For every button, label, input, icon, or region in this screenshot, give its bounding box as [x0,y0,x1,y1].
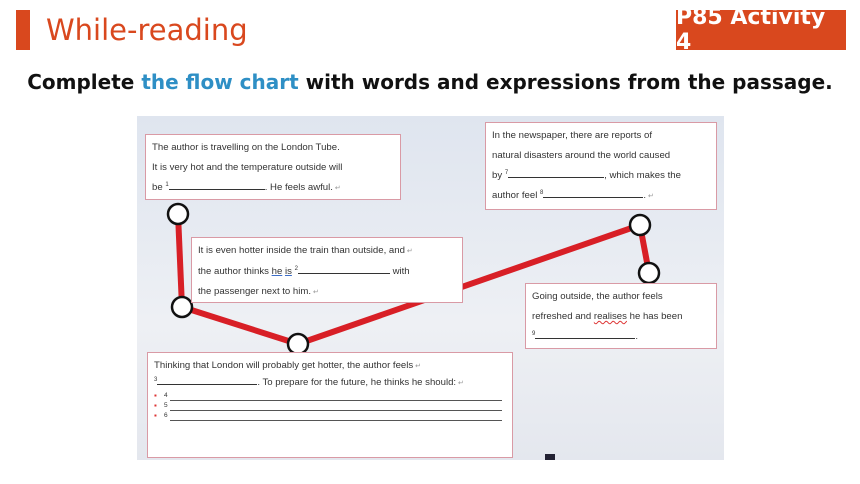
box8-line2 [154,374,506,391]
box7-line3-start: by [492,170,505,181]
box7-line4-end: . [643,190,647,201]
box9-line3 [532,327,710,347]
connector-2-3 [182,307,298,344]
answer-blank-9[interactable] [535,328,635,339]
blank-number-2: 2 [294,265,298,272]
box7-line4 [492,186,710,207]
instruction-text [0,70,860,94]
item-number-4: 4 [164,392,168,399]
flow-node [172,297,192,317]
box7-line3-end: , which makes the [604,170,681,181]
bullet-dash: ▪ [154,401,157,410]
box8-line2-end: . To prepare for the future, he thinks he should: [257,377,457,388]
box2-line2-end: with [389,266,410,277]
answer-row-4 [154,391,506,401]
box2-line2 [198,262,456,282]
return-mark: ↵ [311,289,319,296]
bullet-dash: ▪ [154,391,157,400]
box7-line1: In the newspaper, there are reports of [492,130,652,141]
box1-line3-start: be [152,182,166,193]
box8-line1-text: Thinking that London will probably get hotter, the author feels [154,360,414,371]
box9-line1: Going outside, the author feels [532,291,663,302]
return-mark: ↵ [413,363,422,370]
answer-blank-4[interactable] [170,393,502,401]
blank-number-1: 1 [165,181,169,188]
blank-number-8: 8 [540,189,544,196]
box2-line3-text: the passenger next to him. [198,286,312,297]
flow-box-7 [485,122,717,210]
flow-box-1 [145,134,401,200]
box1-line3-end: . He feels awful. [264,182,333,193]
box2-line1-text: It is even hotter inside the train than outside, and [198,245,405,256]
return-mark: ↵ [404,248,413,255]
blank-number-9: 9 [532,330,536,337]
box9-line3-end: . [635,331,639,342]
box7-line3 [492,166,710,186]
flow-node [288,334,308,354]
return-mark: ↵ [456,380,464,387]
blank-number-7: 7 [504,169,509,176]
scene-detail [545,454,555,460]
box1-line2: It is very hot and the temperature outside will [152,162,343,173]
box2-is: is [284,266,292,277]
box7-line2: natural disasters around the world caused [492,150,671,161]
answer-blank-7[interactable] [508,167,604,178]
box2-line2-start: the author thinks [198,266,272,277]
activity-badge: P85 Activity 4 [676,10,846,50]
answer-blank-2[interactable] [298,263,390,274]
instruction-before: Complete [27,70,142,94]
item-number-5: 5 [164,402,168,409]
box1-line3 [152,178,394,199]
blank-number-3: 3 [154,376,158,383]
flow-node [168,204,188,224]
box9-realises: realises [593,311,627,322]
flow-box-2 [191,237,463,303]
box8-line1 [154,358,506,374]
box2-line1 [198,241,456,262]
return-mark: ↵ [332,185,341,192]
answer-blank-5[interactable] [170,403,502,411]
box9-line2-end: he has been [626,311,683,322]
flow-node [630,215,650,235]
bullet-dash: ▪ [154,411,157,420]
answer-blank-8[interactable] [543,187,643,198]
section-accent-bar [16,10,30,50]
answer-row-6 [154,411,506,421]
flow-chart-panel [137,116,724,460]
box9-line2-start: refreshed and [532,311,594,322]
answer-blank-3[interactable] [157,374,257,385]
answer-blank-1[interactable] [169,179,265,190]
flow-box-9 [525,283,717,349]
instruction-after: with words and expressions from the passage. [298,70,833,94]
section-title: While-reading [46,13,248,47]
connector-1-2 [178,214,182,307]
box1-line1: The author is travelling on the London Tube. [152,142,340,153]
answer-row-5 [154,401,506,411]
box2-he: he [271,266,283,277]
answer-blank-6[interactable] [170,413,502,421]
box2-line3 [198,282,456,303]
flow-box-3 [147,352,513,458]
box9-line2 [532,307,710,327]
instruction-highlight: the flow chart [141,70,299,94]
box7-line4-start: author feel [492,190,541,201]
return-mark: ↵ [646,193,654,200]
item-number-6: 6 [164,412,168,419]
flow-node [639,263,659,283]
